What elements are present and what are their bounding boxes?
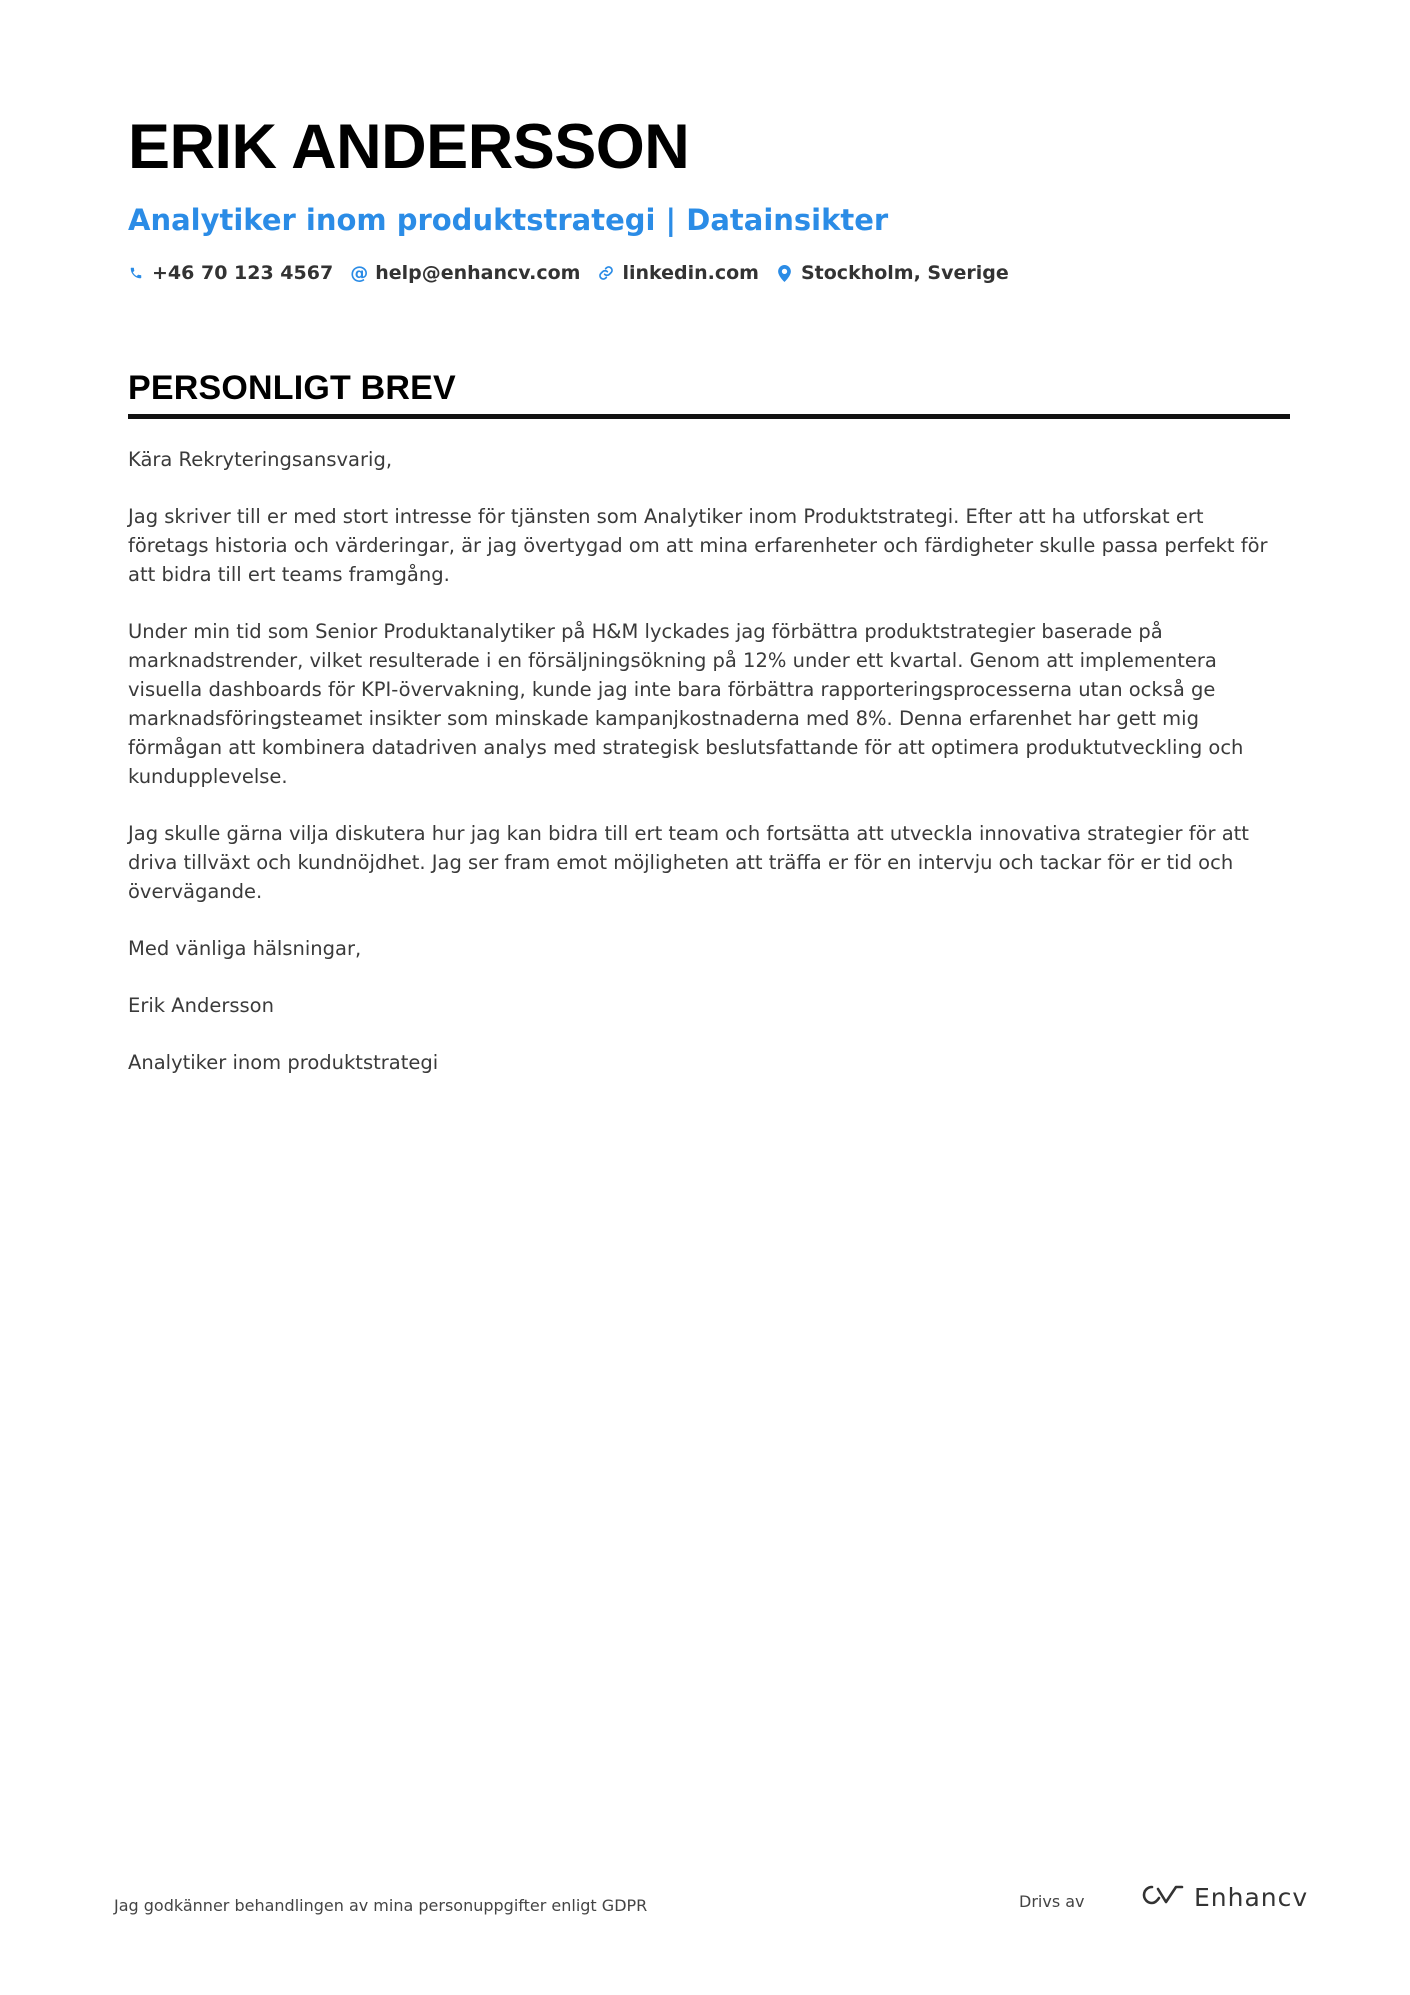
contact-phone[interactable]: [128, 262, 333, 284]
contact-location: [777, 262, 1009, 284]
enhancv-logo-icon: [1138, 1882, 1186, 1912]
letter-greeting: Kära Rekryteringsansvarig,: [128, 448, 393, 471]
cover-letter-section: [128, 366, 1290, 1105]
gdpr-consent-text: Jag godkänner behandlingen av mina personuppgifter enligt GDPR: [114, 1896, 648, 1915]
footer: [0, 1880, 1410, 1940]
letter-body: [128, 445, 1290, 1077]
letter-paragraph: Jag skulle gärna vilja diskutera hur jag kan bidra till ert team och fortsätta att utveckla innovativa strategier för att driva tillväxt och kundnöjdhet. Jag ser fram emot möjligheten att träffa er för en intervju och tackar för er tid och övervägande.: [128, 822, 1249, 903]
section-title: PERSONLIGT BREV: [128, 369, 456, 407]
phone-text: +46 70 123 4567: [152, 262, 334, 284]
brand-name: Enhancv: [1194, 1882, 1309, 1912]
powered-by-label: Drivs av: [1019, 1892, 1085, 1911]
linkedin-text: linkedin.com: [622, 262, 759, 284]
at-icon: @: [350, 262, 369, 284]
location-text: Stockholm, Sverige: [800, 262, 1009, 284]
contact-email[interactable]: [351, 262, 580, 284]
link-icon: [598, 264, 614, 282]
contact-linkedin[interactable]: [598, 262, 759, 284]
phone-icon: [128, 264, 144, 282]
email-text: help@enhancv.com: [375, 262, 581, 284]
letter-paragraph: Under min tid som Senior Produktanalytiker på H&M lyckades jag förbättra produktstrategier baserade på marknadstrender, vilket resulterade i en försäljningsökning på 12% under ett kvartal. Genom att implementera visuella dashboards för KPI-övervakning, kunde jag inte bara förbättra rapporteringsprocesserna utan också ge marknadsföringsteamet insikter som minskade kampanjkostnaderna med 8%. Denna erfarenhet har gett mig förmågan att kombinera datadriven analys med strategisk beslutsfattande för att optimera produktutveckling och kundupplevelse.: [128, 620, 1244, 788]
candidate-name: ERIK ANDERSSON: [128, 112, 690, 182]
map-pin-icon: [777, 264, 793, 282]
candidate-subtitle: Analytiker inom produktstrategi | Datainsikter: [128, 203, 889, 237]
header: [128, 108, 1288, 284]
letter-closing: Med vänliga hälsningar,: [128, 937, 362, 960]
enhancv-brand[interactable]: [1138, 1882, 1308, 1912]
signature-name: Erik Andersson: [128, 994, 274, 1017]
signature-title: Analytiker inom produktstrategi: [128, 1051, 439, 1074]
section-divider: [128, 414, 1290, 419]
letter-paragraph: Jag skriver till er med stort intresse för tjänsten som Analytiker inom Produktstrategi. Efter att ha utforskat ert företags historia och värderingar, är jag övertygad om att mina erfarenheter och färdigheter skulle passa perfekt för att bidra till ert teams framgång.: [128, 505, 1268, 586]
contact-bar: [128, 262, 1288, 284]
